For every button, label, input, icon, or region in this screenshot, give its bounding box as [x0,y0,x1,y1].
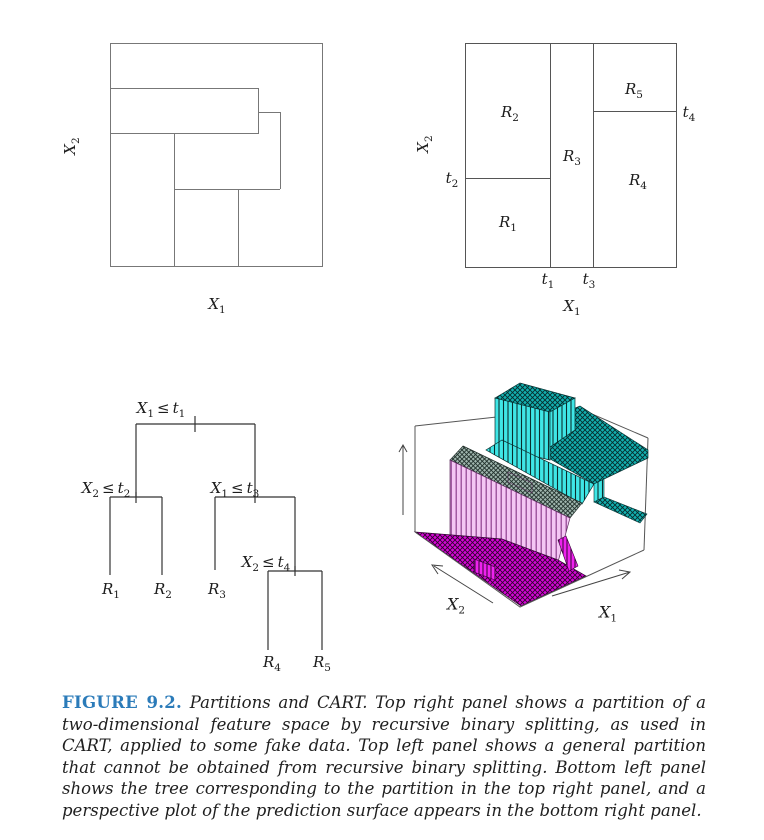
partition-line [174,133,175,266]
tree-leaf-r5: $R_5$ [313,653,331,674]
tree-node-label-root: $X_1 \le t_1$ [136,399,186,420]
decision-tree-lines [80,395,340,675]
axis-label-x2: $X_2$ [446,594,466,617]
tick-label-t4: $t_4$ [682,103,696,124]
region-label-r1: $R_1$ [499,213,517,234]
axis-label-x1: $X_1$ [208,295,226,316]
partition-line [111,88,258,89]
partition-line [258,112,280,113]
split-line-t3 [593,44,594,267]
partition-line [174,189,280,190]
partition-line [280,112,281,189]
perspective-surface-plot [390,360,690,650]
split-line-t2 [466,178,550,179]
partition-line [258,88,259,134]
general-partition-panel [110,43,323,267]
tick-label-t1: $t_1$ [541,270,555,291]
z-axis-arrow [399,445,407,515]
tree-leaf-r3: $R_3$ [208,580,226,601]
region-label-r4: $R_4$ [629,171,647,192]
caption-text: Partitions and CART. Top right panel shows a partition of a two-dimensional feature space by recursive binary splitting, as used in CART, applied to some fake data. Top left panel shows a general partition that cannot be obtained from recursive binary splitting. Bottom left panel shows the tree corresponding to the partition in the top right panel, and a perspective plot of the prediction surface appears in the bottom right panel. [62,693,706,820]
split-line-t4 [593,111,676,112]
region-label-r5: $R_5$ [625,80,643,101]
axis-label-x2: $X_2$ [414,135,435,153]
partition-line [111,133,258,134]
tree-node-label-x1t3: $X_1 \le t_3$ [210,479,260,500]
axis-label-x1: $X_1$ [563,297,581,318]
split-line-t1 [550,44,551,267]
tick-label-t3: $t_3$ [582,270,596,291]
tree-leaf-r1: $R_1$ [102,580,120,601]
figure-caption [62,692,706,822]
surface-lower-teal-strip [594,497,647,523]
tree-node-label-x2t2: $X_2 \le t_2$ [81,479,131,500]
figure-number: FIGURE 9.2. [62,693,183,712]
region-label-r3: $R_3$ [563,147,581,168]
tree-leaf-r4: $R_4$ [263,653,281,674]
tree-leaf-r2: $R_2$ [154,580,172,601]
tree-node-label-x2t4: $X_2 \le t_4$ [241,553,291,574]
partition-line [238,189,239,266]
axis-label-x1: $X_1$ [598,602,618,625]
region-label-r2: $R_2$ [501,103,519,124]
axis-label-x2: $X_2$ [61,137,82,155]
tick-label-t2: $t_2$ [445,169,459,190]
